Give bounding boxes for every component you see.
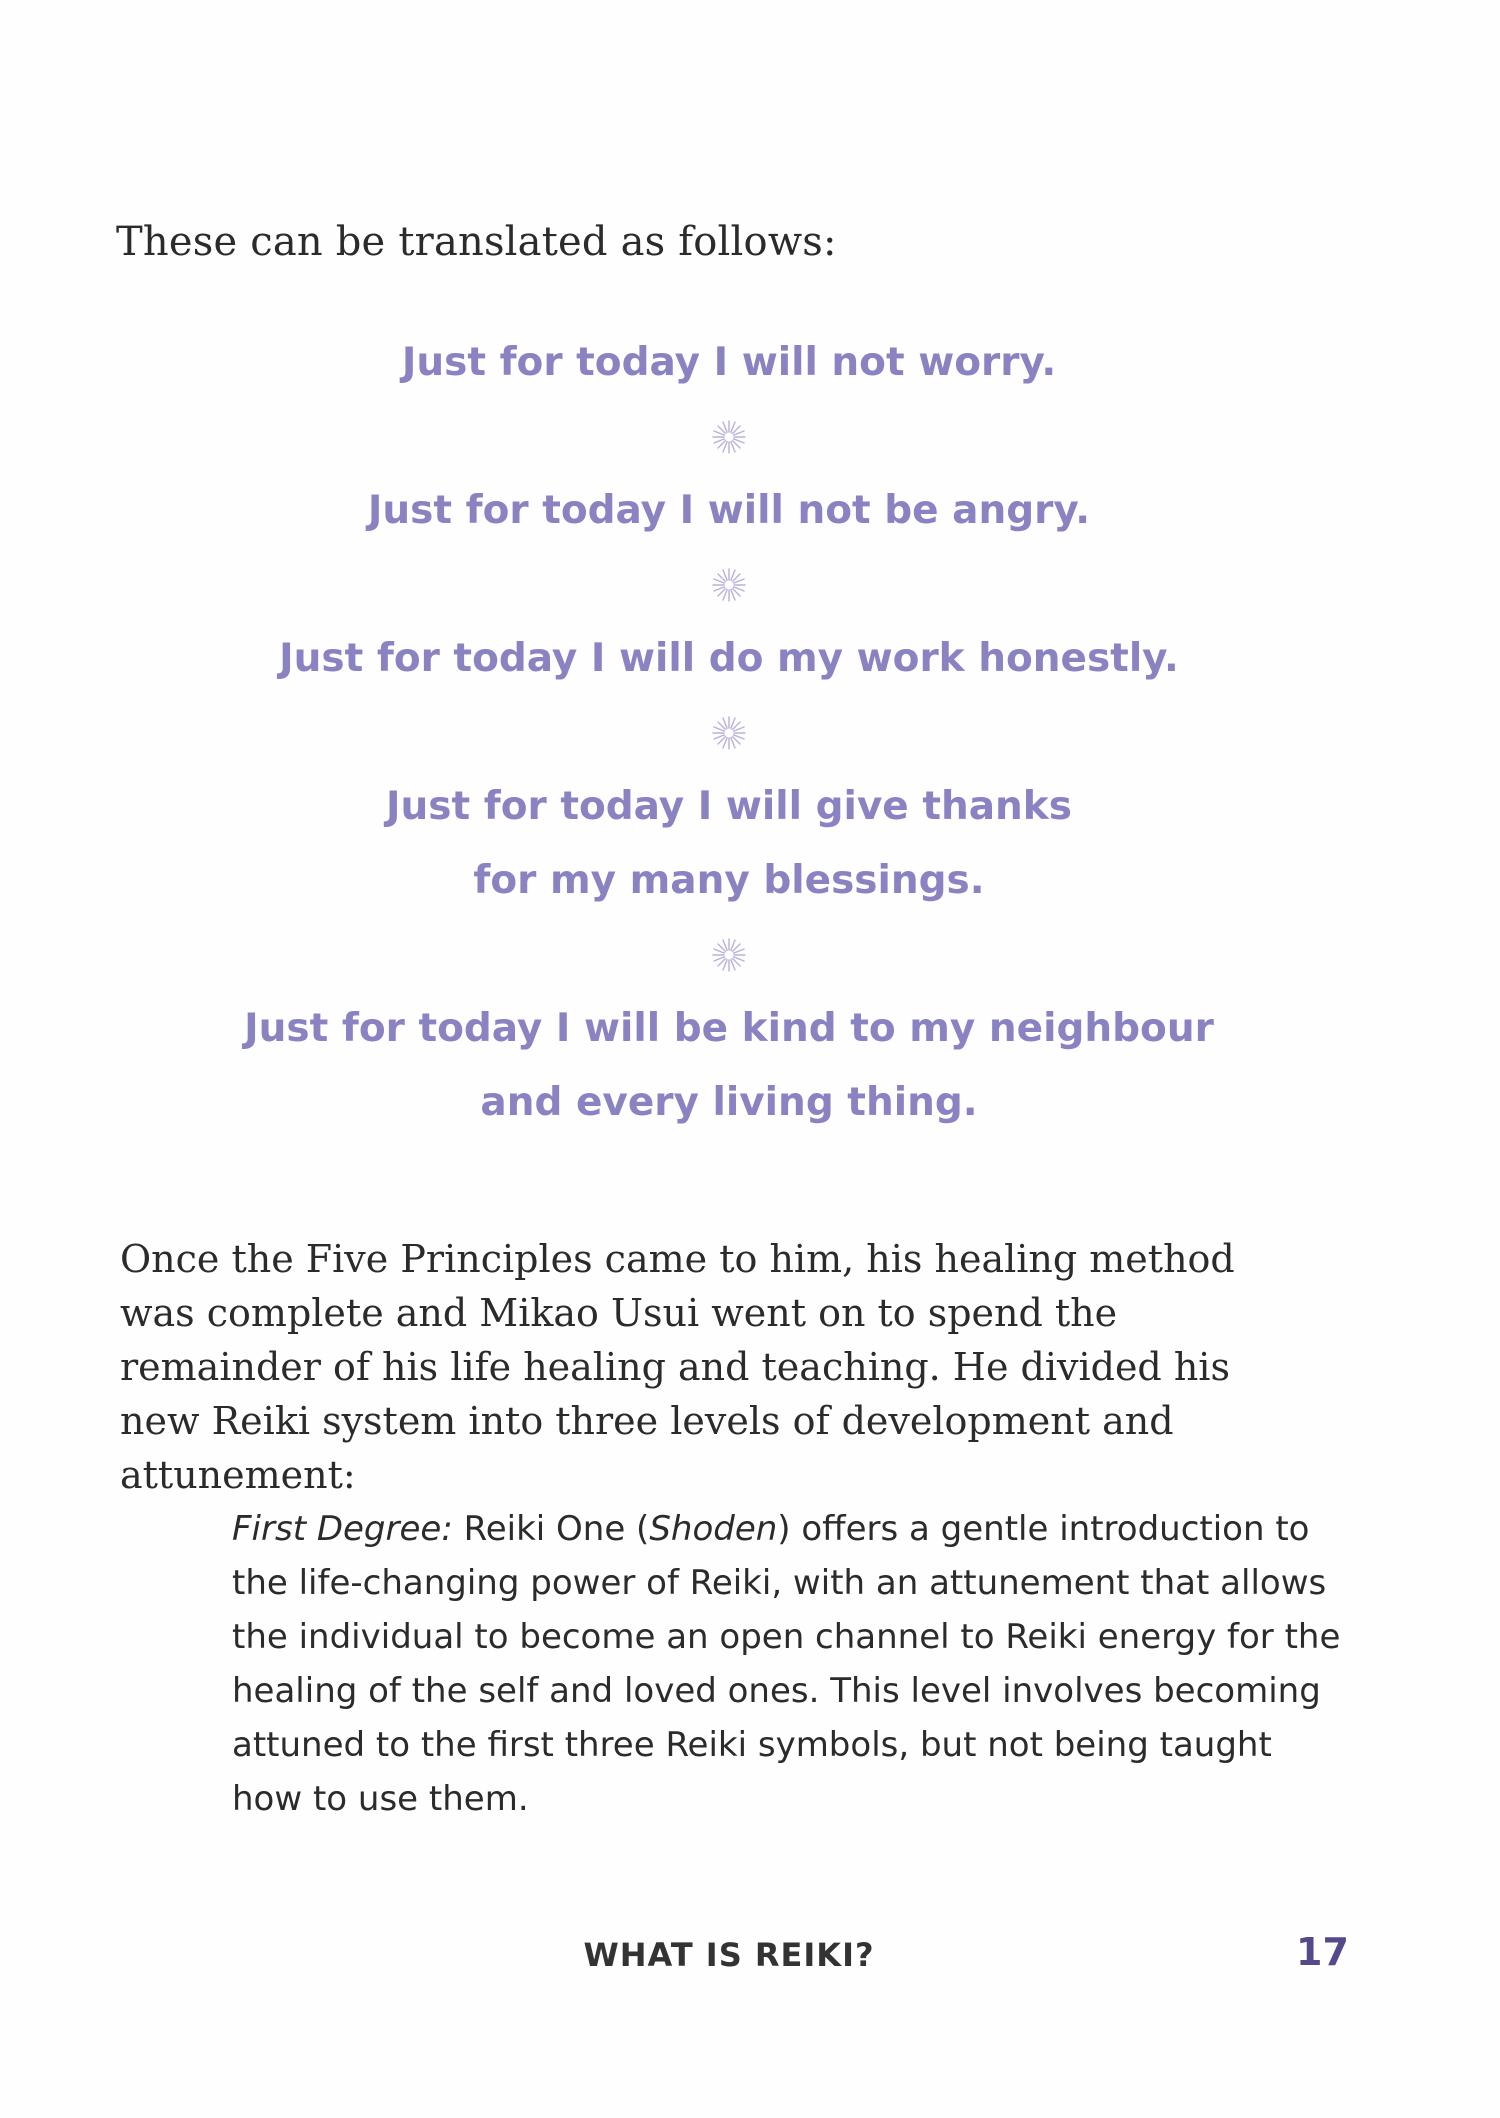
first-degree-label: First Degree: — [232, 1509, 453, 1549]
sparkle-icon — [0, 696, 1458, 770]
principle-line: for my many blessings. — [473, 858, 985, 903]
first-degree-text — [232, 1502, 1342, 1826]
page-number: 17 — [1296, 1930, 1349, 1974]
first-degree-block — [232, 1502, 1342, 1826]
paragraph-text: Once the Five Principles came to him, his healing method was complete and Mikao Usui went on to spend the remainder of his life healing and teaching. He divided his new Reiki system into three levels of development and attunement: — [120, 1237, 1235, 1497]
first-degree-text-part: Reiki One ( — [452, 1509, 650, 1549]
principle-line: Just for today I will be kind to my neighbour — [244, 1006, 1214, 1051]
five-principles — [0, 326, 1458, 1140]
sparkle-icon — [0, 548, 1458, 622]
sparkle-icon — [0, 400, 1458, 474]
running-footer-title: WHAT IS REIKI? — [583, 1936, 875, 1974]
principle-line: Just for today I will not worry. — [401, 340, 1057, 385]
sparkle-icon — [0, 918, 1458, 992]
first-degree-text-part: ) offers a gentle introduction to the life-changing power of Reiki, with an attunement that allows the individual to become an open channel to Reiki energy for the healing of the self and loved ones. This level involves becoming attuned to the first three Reiki symbols, but not being taught how to use them. — [232, 1509, 1341, 1819]
shoden-term: Shoden — [649, 1509, 778, 1549]
principle-line: Just for today I will not be angry. — [367, 488, 1091, 533]
principle-line: Just for today I will give thanks — [386, 784, 1072, 829]
intro-text: These can be translated as follows: — [116, 219, 837, 265]
principle-line: Just for today I will do my work honestly. — [279, 636, 1179, 681]
principle-line: and every living thing. — [480, 1080, 978, 1125]
body-paragraph — [120, 1232, 1310, 1502]
